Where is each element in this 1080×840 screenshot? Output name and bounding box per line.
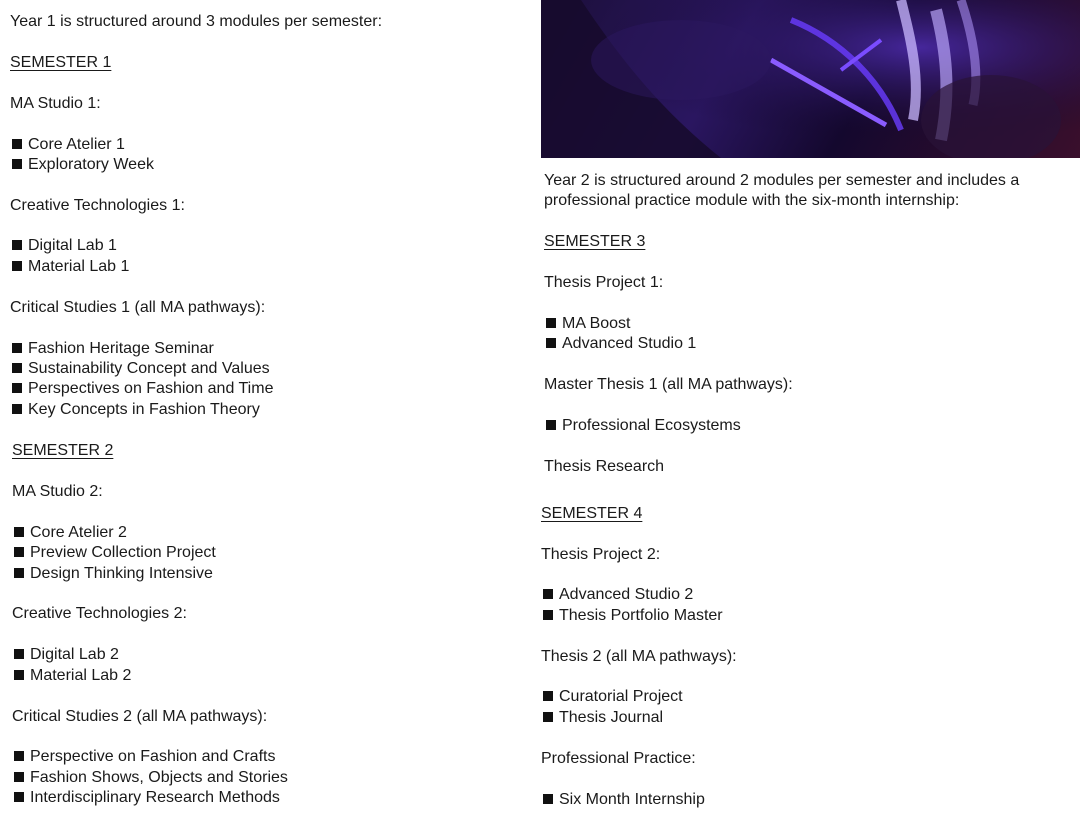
list-item: Curatorial Project	[543, 687, 683, 707]
list-item: Digital Lab 1	[12, 236, 117, 256]
year1-intro: Year 1 is structured around 3 modules per semester:	[10, 13, 383, 30]
group-label: Critical Studies 1 (all MA pathways):	[10, 299, 266, 316]
list-item: Fashion Heritage Seminar	[12, 339, 214, 359]
square-bullet-icon	[546, 318, 556, 328]
list-item: Thesis Portfolio Master	[543, 606, 723, 626]
semester2-heading: SEMESTER 2	[12, 442, 114, 459]
square-bullet-icon	[14, 649, 24, 659]
group-label: MA Studio 1:	[10, 95, 101, 112]
square-bullet-icon	[12, 404, 22, 414]
list-item: Sustainability Concept and Values	[12, 359, 270, 379]
square-bullet-icon	[14, 670, 24, 680]
list-item: Professional Ecosystems	[546, 416, 741, 436]
year2-intro-line1: Year 2 is structured around 2 modules per semester and includes a	[544, 172, 1020, 189]
list-item: Six Month Internship	[543, 790, 705, 810]
list-item: MA Boost	[546, 314, 630, 334]
group-label: MA Studio 2:	[12, 483, 103, 500]
list-item: Advanced Studio 2	[543, 585, 693, 605]
group-label: Professional Practice:	[541, 750, 696, 767]
group-label: Thesis 2 (all MA pathways):	[541, 648, 737, 665]
square-bullet-icon	[14, 527, 24, 537]
square-bullet-icon	[12, 139, 22, 149]
list-item: Design Thinking Intensive	[14, 564, 213, 584]
semester1-heading: SEMESTER 1	[10, 54, 112, 71]
group-label: Critical Studies 2 (all MA pathways):	[12, 708, 268, 725]
square-bullet-icon	[14, 568, 24, 578]
square-bullet-icon	[12, 343, 22, 353]
square-bullet-icon	[12, 240, 22, 250]
list-item: Material Lab 2	[14, 666, 131, 686]
year2-intro-line2: professional practice module with the six-month internship:	[544, 192, 960, 210]
list-item: Core Atelier 1	[12, 135, 125, 155]
group-label: Creative Technologies 2:	[12, 605, 187, 622]
list-item: Thesis Journal	[543, 708, 663, 728]
photo-illustration	[541, 0, 1080, 158]
semester4-heading: SEMESTER 4	[541, 505, 643, 522]
square-bullet-icon	[14, 792, 24, 802]
semester3-heading: SEMESTER 3	[544, 233, 646, 250]
list-item: Fashion Shows, Objects and Stories	[14, 768, 288, 788]
square-bullet-icon	[14, 547, 24, 557]
square-bullet-icon	[12, 261, 22, 271]
group-label: Thesis Research	[544, 458, 665, 475]
square-bullet-icon	[543, 589, 553, 599]
square-bullet-icon	[12, 383, 22, 393]
list-item: Perspectives on Fashion and Time	[12, 379, 273, 399]
group-label: Thesis Project 2:	[541, 546, 661, 563]
list-item: Interdisciplinary Research Methods	[14, 788, 280, 808]
square-bullet-icon	[12, 363, 22, 373]
square-bullet-icon	[14, 772, 24, 782]
square-bullet-icon	[543, 712, 553, 722]
list-item: Material Lab 1	[12, 257, 129, 277]
square-bullet-icon	[543, 691, 553, 701]
list-item: Preview Collection Project	[14, 543, 216, 563]
list-item: Perspective on Fashion and Crafts	[14, 747, 275, 767]
list-item: Exploratory Week	[12, 155, 154, 175]
hero-photo	[541, 0, 1080, 158]
group-label: Master Thesis 1 (all MA pathways):	[544, 376, 793, 393]
square-bullet-icon	[543, 794, 553, 804]
list-item: Core Atelier 2	[14, 523, 127, 543]
list-item: Advanced Studio 1	[546, 334, 696, 354]
year2-intro	[544, 171, 1064, 212]
square-bullet-icon	[543, 610, 553, 620]
square-bullet-icon	[546, 420, 556, 430]
square-bullet-icon	[14, 751, 24, 761]
group-label: Thesis Project 1:	[544, 274, 664, 291]
list-item: Key Concepts in Fashion Theory	[12, 400, 260, 420]
group-label: Creative Technologies 1:	[10, 197, 185, 214]
square-bullet-icon	[12, 159, 22, 169]
square-bullet-icon	[546, 338, 556, 348]
list-item: Digital Lab 2	[14, 645, 119, 665]
